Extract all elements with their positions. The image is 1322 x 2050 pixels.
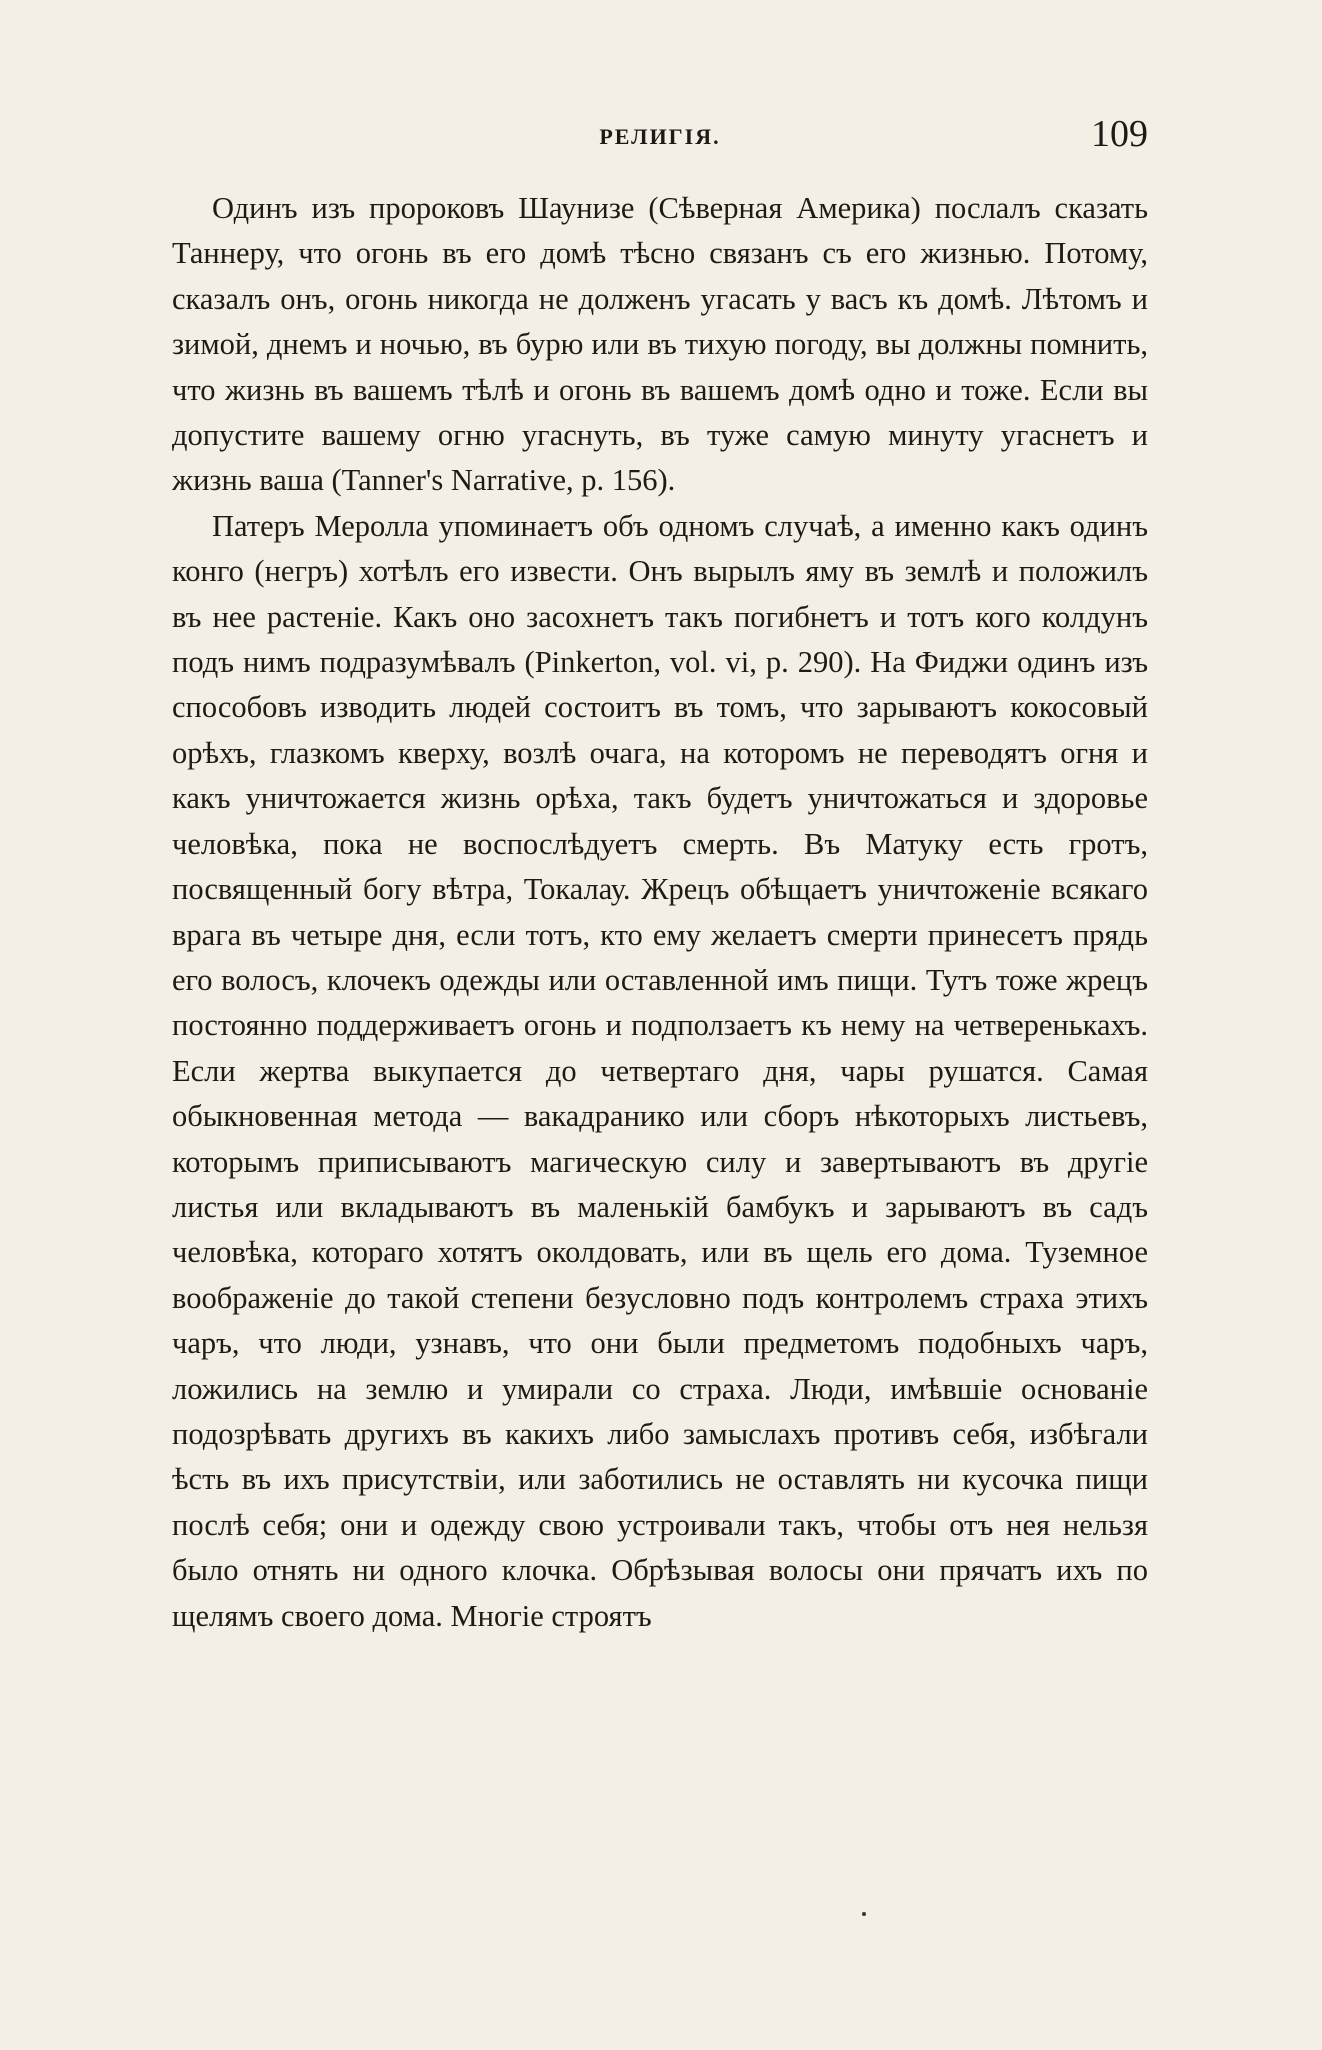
paragraph: Одинъ изъ пророковъ Шаунизе (Сѣверная Америка) послалъ сказать Таннеру, что огонь въ его домѣ тѣсно связанъ съ его жизнью. Потому, сказалъ онъ, огонь никогда не долженъ угасать у васъ къ домѣ. Лѣтомъ и зимой, днемъ и ночью, въ бурю или въ тихую погоду, вы должны помнить, что жизнь въ вашемъ тѣлѣ и огонь въ вашемъ домѣ одно и тоже. Если вы допустите вашему огню угаснуть, въ туже самую минуту угаснетъ и жизнь ваша (Tanner's Narrative, p. 156).: [172, 191, 1148, 498]
running-head: [172, 112, 1148, 162]
page-number: 109: [1091, 113, 1148, 155]
running-title: РЕЛИГІЯ.: [599, 124, 721, 149]
text-body: [172, 186, 1148, 1639]
paragraph: Патеръ Меролла упоминаетъ объ одномъ случаѣ, а именно какъ одинъ конго (негръ) хотѣлъ его извести. Онъ вырылъ яму въ землѣ и положилъ въ нее растеніе. Какъ оно засохнетъ такъ погибнетъ и тотъ кого колдунъ подъ нимъ подразумѣвалъ (Pinkerton, vol. vi, p. 290). На Фиджи одинъ изъ способовъ изводить людей состоитъ въ томъ, что зарываютъ кокосовый орѣхъ, глазкомъ кверху, возлѣ очага, на которомъ не переводятъ огня и какъ уничтожается жизнь орѣха, такъ будетъ уничтожаться и здоровье человѣка, пока не воспослѣдуетъ смерть. Въ Матуку есть гротъ, посвященный богу вѣтра, Токалау. Жрецъ обѣщаетъ уничтоженіе всякаго врага въ четыре дня, если тотъ, кто ему желаетъ смерти принесетъ прядь его волосъ, клочекъ одежды или оставленной имъ пищи. Тутъ тоже жрецъ постоянно поддерживаетъ огонь и подползаетъ къ нему на четверенькахъ. Если жертва выкупается до четвертаго дня, чары рушатся. Самая обыкновенная метода — вакадранико или сборъ нѣкоторыхъ листьевъ, которымъ приписываютъ магическую силу и завертываютъ въ другіе листья или вкладываютъ въ маленькій бамбукъ и зарываютъ въ садъ человѣка, котораго хотятъ околдовать, или въ щель его дома. Туземное воображеніе до такой степени безусловно подъ контролемъ страха этихъ чаръ, что люди, узнавъ, что они были предметомъ подобныхъ чаръ, ложились на землю и умирали со страха. Люди, имѣвшіе основаніе подозрѣвать другихъ въ какихъ либо замыслахъ противъ себя, избѣгали ѣсть въ ихъ присутствіи, или заботились не оставлять ни кусочка пищи послѣ себя; они и одежду свою устроивали такъ, чтобы отъ нея нельзя было отнять ни одного клочка. Обрѣзывая волосы они прячатъ ихъ по щелямъ своего дома. Многіе строятъ: [172, 508, 1148, 1633]
ink-speck: [862, 1912, 866, 1916]
